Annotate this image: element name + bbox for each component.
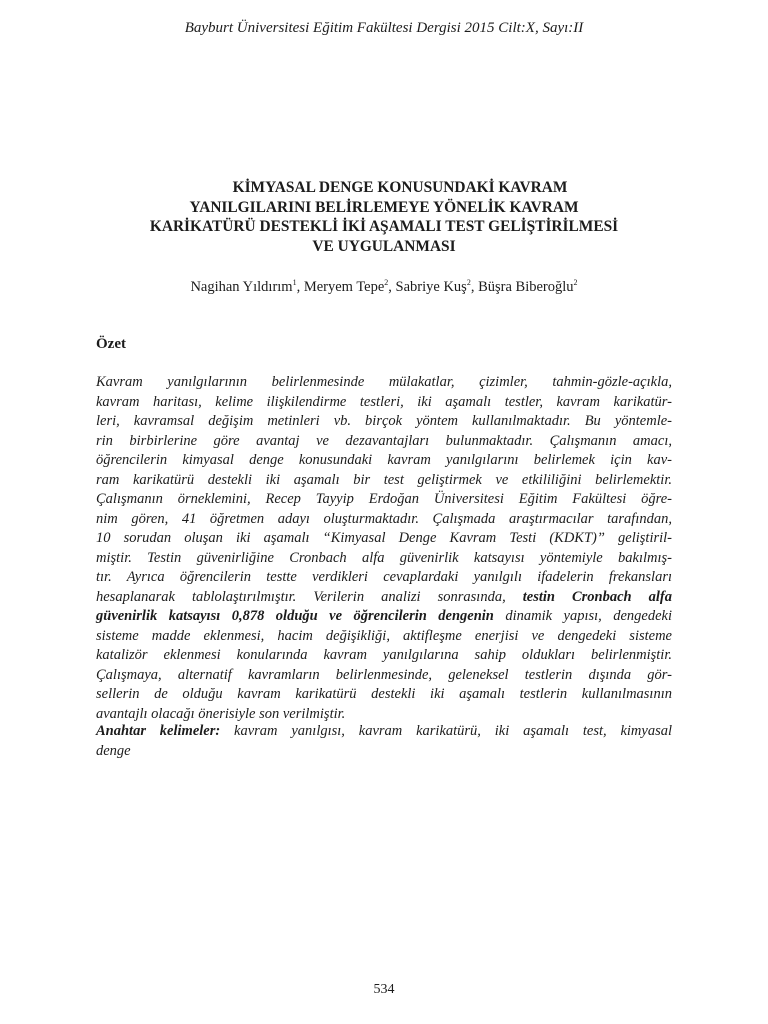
keywords-text: kavram yanılgısı, kavram karikatürü, iki aşamalı test, kimyasal bbox=[234, 723, 672, 739]
keywords-label: Anahtar kelimeler: bbox=[96, 723, 221, 739]
abstract-line: öğrencilerin kimyasal denge konusundaki kavram yanılgılarını belirlemek için kav- bbox=[96, 452, 672, 468]
abstract-line bbox=[96, 588, 672, 608]
abstract-line: ram karikatürü destekli iki aşamalı bir test geliştirmek ve etkililiğini belirlemektir. bbox=[96, 471, 672, 488]
keywords-line: denge bbox=[96, 742, 131, 759]
affiliation-mark: 2 bbox=[466, 278, 471, 287]
abstract-bold-text: güvenirlik katsayısı 0,878 olduğu ve öğrencilerin dengenin bbox=[96, 608, 494, 624]
abstract-line: avantajlı olacağı önerisiyle son verilmiştir. bbox=[96, 705, 346, 722]
abstract-bold-text: testin Cronbach alfa bbox=[522, 588, 673, 605]
affiliation-mark: 2 bbox=[573, 278, 578, 287]
abstract-line bbox=[96, 607, 672, 627]
author-name: Büşra Biberoğlu bbox=[478, 278, 574, 295]
title-line: KARİKATÜRÜ DESTEKLİ İKİ AŞAMALI TEST GELİŞTİRİLMESİ bbox=[149, 218, 619, 235]
article-title bbox=[96, 178, 672, 256]
author-name: Nagihan Yıldırım bbox=[190, 278, 293, 295]
abstract-line: kavram haritası, kelime ilişkilendirme testleri, iki aşamalı testler, kavram karikatür- bbox=[96, 393, 672, 410]
abstract-line: rin birbirlerine göre avantaj ve dezavantajları bulunmaktadır. Çalışmanın amacı, bbox=[96, 432, 672, 449]
affiliation-mark: 2 bbox=[384, 278, 389, 287]
keywords-line bbox=[96, 722, 672, 742]
abstract-line: Kavram yanılgılarının belirlenmesinde mülakatlar, çizimler, tahmin-gözle-açıkla, bbox=[96, 374, 672, 390]
title-line: VE UYGULANMASI bbox=[312, 237, 456, 255]
abstract-line: katalizör eklenmesi konularında kavram yanılgılarına sahip oldukları belirlenmiştir. bbox=[96, 647, 672, 663]
abstract-line: 10 sorudan oluşan iki aşamalı “Kimyasal Denge Kavram Testi (KDKT)” geliştiril- bbox=[96, 530, 672, 546]
abstract-line: tır. Ayrıca öğrencilerin testte verdikleri cevaplardaki yanılgılı ifadelerin frekansları bbox=[96, 569, 672, 585]
page-number: 534 bbox=[373, 982, 395, 997]
abstract-text: dinamik yapısı, dengedeki bbox=[505, 608, 673, 624]
author-list: Nagihan Yıldırım$^1$, Meryem Tepe$^2$, Sabriye Kuş$^2$, Büşra Biberoğlu$^2$ bbox=[190, 278, 578, 295]
abstract-line: Çalışmaya, alternatif kavramların belirlenmesinde, geleneksel testlerin dışında gör- bbox=[96, 666, 672, 683]
title-line: YANILGILARINI BELİRLEMEYE YÖNELİK KAVRAM bbox=[189, 198, 579, 216]
abstract-line: nim gören, 41 öğretmen adayı oluşturmaktadır. Çalışmada araştırmacılar tarafından, bbox=[96, 510, 672, 527]
abstract-heading: Özet bbox=[96, 336, 126, 352]
abstract-line: leri, kavramsal değişim metinleri vb. birçok yöntem kullanılmaktadır. Bu yöntemle- bbox=[96, 413, 672, 429]
abstract-line: Çalışmanın örneklemini, Recep Tayyip Erdoğan Üniversitesi Eğitim Fakültesi öğre- bbox=[96, 491, 672, 507]
abstract-body bbox=[96, 373, 672, 724]
author-name: Sabriye Kuş bbox=[395, 278, 467, 295]
abstract-line: miştir. Testin güvenirliğine Cronbach alfa güvenirlik katsayısı yöntemiyle bakılmış- bbox=[96, 549, 672, 566]
abstract-text: hesaplanarak tablolaştırılmıştır. Verilerin analizi sonrasında, bbox=[96, 588, 506, 605]
journal-header: Bayburt Üniversitesi Eğitim Fakültesi Dergisi 2015 Cilt:X, Sayı:II bbox=[184, 20, 584, 36]
affiliation-mark: 1 bbox=[292, 278, 297, 287]
title-line: KİMYASAL DENGE KONUSUNDAKİ KAVRAM bbox=[232, 179, 568, 196]
keywords-block bbox=[96, 722, 672, 761]
abstract-line: sisteme madde eklenmesi, hacim değişikliği, aktifleşme enerjisi ve dengedeki sisteme bbox=[96, 627, 672, 644]
abstract-line: sellerin de olduğu kavram karikatürü destekli iki aşamalı testlerin kullanılmasının bbox=[96, 686, 672, 702]
author-name: Meryem Tepe bbox=[303, 278, 385, 295]
